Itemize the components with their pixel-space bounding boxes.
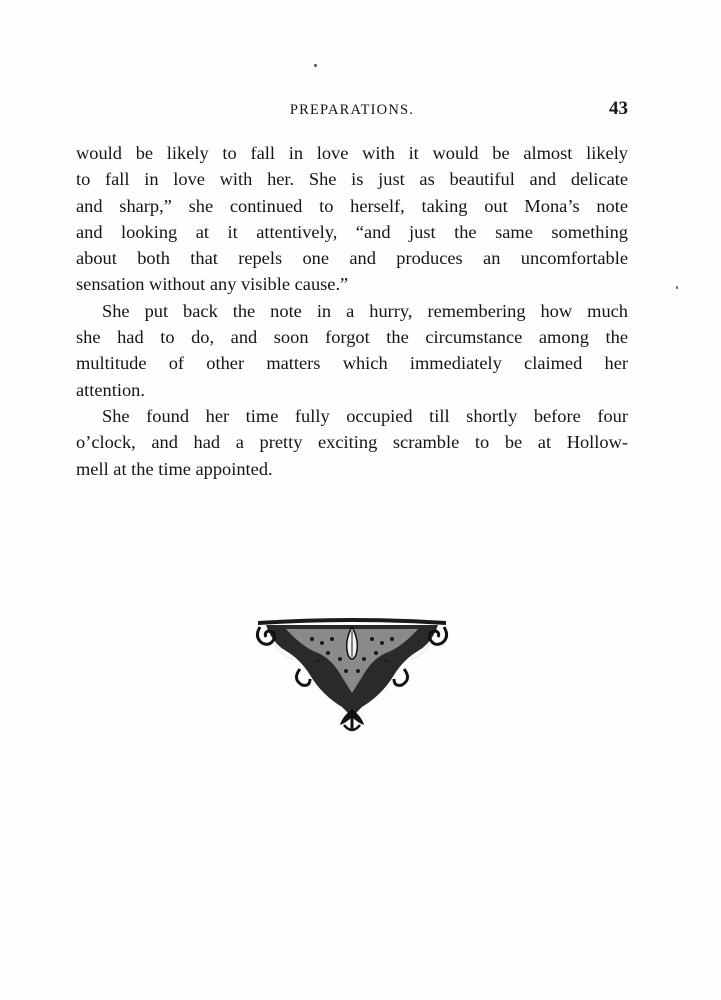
body-text — [76, 140, 628, 482]
text-line: about both that repels one and produces an uncomfortable — [76, 248, 628, 269]
text-line: multitude of other matters which immediately claimed her — [76, 353, 628, 374]
text-line: and looking at it attentively, “and just the same something — [76, 221, 628, 242]
paragraph — [76, 403, 628, 482]
text-line: mell at the time appointed. — [76, 458, 273, 479]
text-line: She found her time fully occupied till shortly before four — [102, 405, 628, 426]
text-line: attention. — [76, 379, 145, 400]
running-title: PREPARATIONS. — [289, 102, 415, 118]
print-speck — [314, 64, 317, 67]
text-line: sensation without any visible cause.” — [76, 274, 349, 295]
text-line: would be likely to fall in love with it would be almost likely — [76, 143, 628, 163]
ornamental-tailpiece-icon — [252, 613, 452, 733]
paragraph-continued — [76, 140, 628, 298]
running-head — [76, 100, 628, 122]
text-line: she had to do, and soon forgot the circumstance among the — [76, 327, 628, 348]
page-number: 43 — [609, 98, 628, 119]
text-line: and sharp,” she continued to herself, taking out Mona’s note — [76, 195, 628, 216]
print-speck — [676, 286, 678, 289]
text-line: o’clock, and had a pretty exciting scramble to be at Hollow- — [76, 432, 628, 453]
paragraph — [76, 298, 628, 403]
text-line: to fall in love with her. She is just as beautiful and delicate — [76, 169, 628, 190]
text-line: She put back the note in a hurry, remembering how much — [102, 300, 628, 321]
